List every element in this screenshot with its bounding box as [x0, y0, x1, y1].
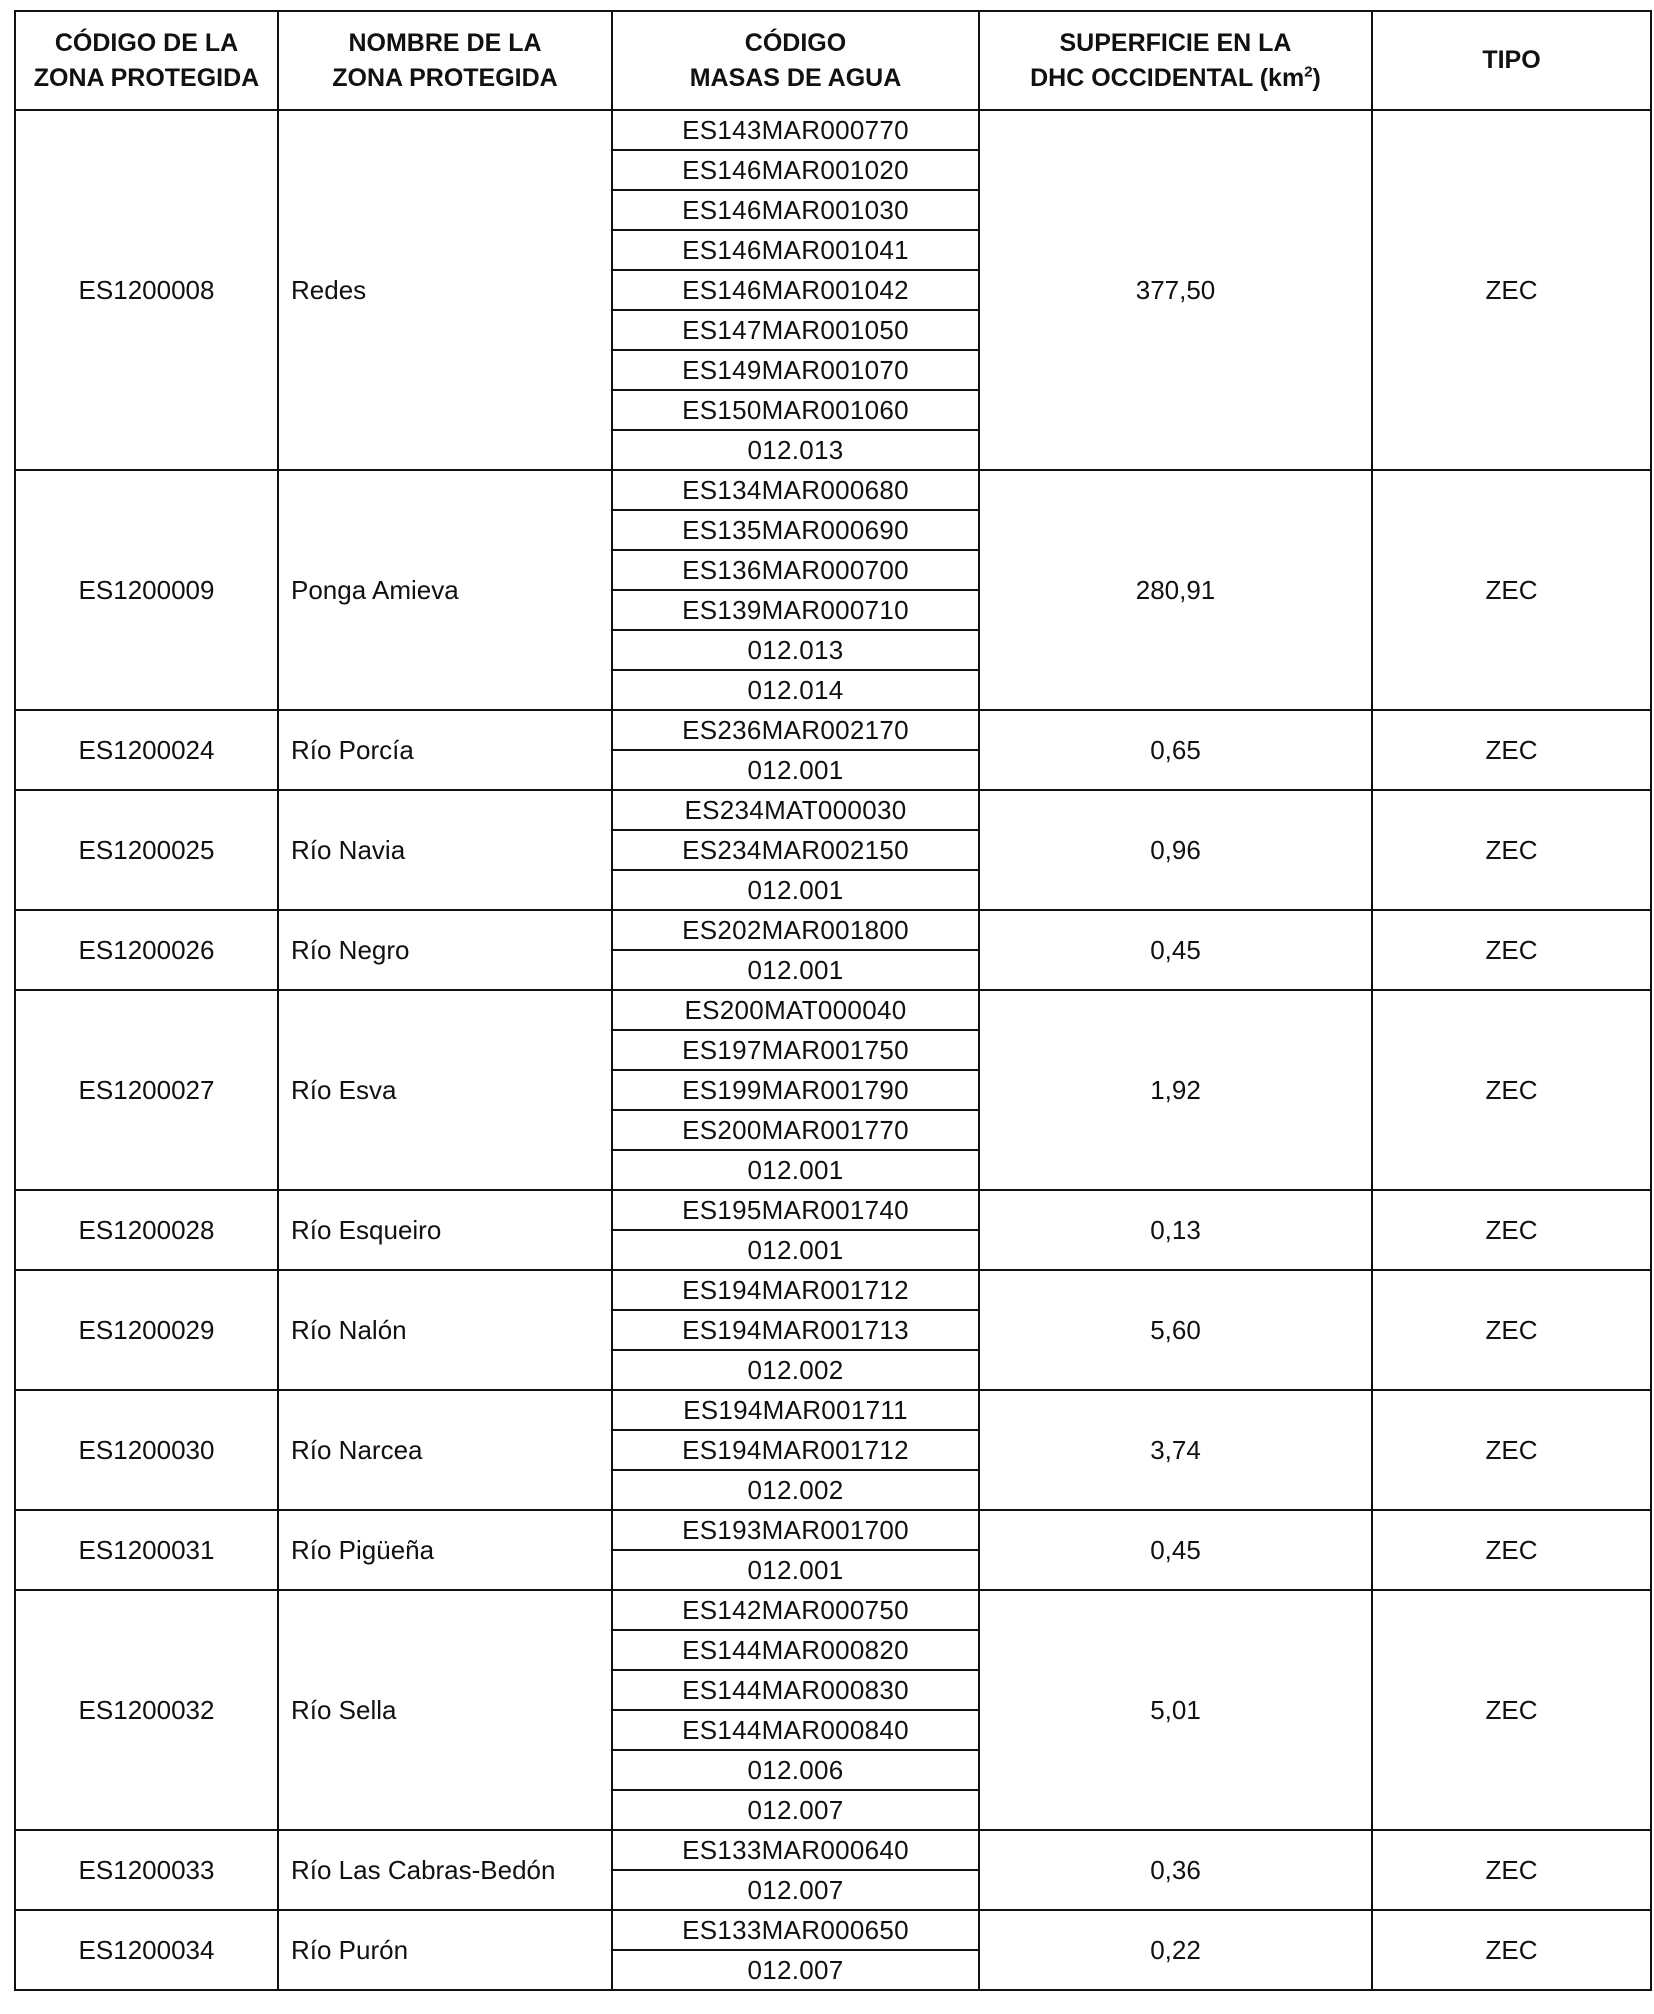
- water-body-code-cell: ES193MAR001700: [612, 1510, 979, 1550]
- water-body-code-cell: ES133MAR000650: [612, 1910, 979, 1950]
- water-body-code-cell: ES234MAT000030: [612, 790, 979, 830]
- zone-code-cell: ES1200027: [15, 990, 278, 1190]
- water-body-code-cell: 012.001: [612, 1150, 979, 1190]
- water-body-code-cell: 012.002: [612, 1350, 979, 1390]
- water-body-code-cell: ES236MAR002170: [612, 710, 979, 750]
- water-body-code-cell: ES144MAR000820: [612, 1630, 979, 1670]
- zone-type-cell: ZEC: [1372, 1270, 1651, 1390]
- table-row: [15, 910, 1651, 950]
- zone-name-cell: Río Porcía: [278, 710, 612, 790]
- water-body-code-cell: ES199MAR001790: [612, 1070, 979, 1110]
- water-body-code-cell: 012.013: [612, 630, 979, 670]
- zone-area-cell: 0,22: [979, 1910, 1372, 1990]
- header-zone-name: [278, 11, 612, 110]
- zone-name-cell: Río Negro: [278, 910, 612, 990]
- zone-name-cell: Río Pigüeña: [278, 1510, 612, 1590]
- zone-code-cell: ES1200031: [15, 1510, 278, 1590]
- zone-code-cell: ES1200032: [15, 1590, 278, 1830]
- water-body-code-cell: ES202MAR001800: [612, 910, 979, 950]
- zone-name-cell: Río Esqueiro: [278, 1190, 612, 1270]
- table-row: [15, 1390, 1651, 1430]
- zone-code-cell: ES1200029: [15, 1270, 278, 1390]
- zone-code-cell: ES1200008: [15, 110, 278, 470]
- zone-name-cell: Río Purón: [278, 1910, 612, 1990]
- water-body-code-cell: ES136MAR000700: [612, 550, 979, 590]
- header-row: [15, 11, 1651, 110]
- water-body-code-cell: 012.002: [612, 1470, 979, 1510]
- water-body-code-cell: ES146MAR001041: [612, 230, 979, 270]
- zone-area-cell: 0,13: [979, 1190, 1372, 1270]
- water-body-code-cell: ES194MAR001711: [612, 1390, 979, 1430]
- zone-type-cell: ZEC: [1372, 1390, 1651, 1510]
- header-zone-name-line2: ZONA PROTEGIDA: [332, 63, 558, 92]
- water-body-code-cell: ES194MAR001712: [612, 1430, 979, 1470]
- zone-name-cell: Río Sella: [278, 1590, 612, 1830]
- zone-type-cell: ZEC: [1372, 470, 1651, 710]
- water-body-code-cell: ES194MAR001713: [612, 1310, 979, 1350]
- table-row: [15, 110, 1651, 150]
- table-row: [15, 1910, 1651, 1950]
- zone-name-cell: Río Las Cabras-Bedón: [278, 1830, 612, 1910]
- zone-type-cell: ZEC: [1372, 1590, 1651, 1830]
- zone-code-cell: ES1200028: [15, 1190, 278, 1270]
- header-zone-code-line2: ZONA PROTEGIDA: [33, 63, 260, 92]
- water-body-code-cell: ES200MAR001770: [612, 1110, 979, 1150]
- water-body-code-cell: ES200MAT000040: [612, 990, 979, 1030]
- zone-area-cell: 3,74: [979, 1390, 1372, 1510]
- zone-code-cell: ES1200026: [15, 910, 278, 990]
- zone-code-cell: ES1200034: [15, 1910, 278, 1990]
- zone-code-cell: ES1200025: [15, 790, 278, 910]
- zone-name-cell: Redes: [278, 110, 612, 470]
- water-body-code-cell: 012.001: [612, 750, 979, 790]
- table-body: [15, 110, 1651, 1990]
- water-body-code-cell: ES143MAR000770: [612, 110, 979, 150]
- zone-code-cell: ES1200033: [15, 1830, 278, 1910]
- water-body-code-cell: ES134MAR000680: [612, 470, 979, 510]
- zone-area-cell: 5,01: [979, 1590, 1372, 1830]
- header-water-body-line2: MASAS DE AGUA: [689, 63, 902, 92]
- water-body-code-cell: ES133MAR000640: [612, 1830, 979, 1870]
- water-body-code-cell: ES146MAR001030: [612, 190, 979, 230]
- zone-name-cell: Ponga Amieva: [278, 470, 612, 710]
- water-body-code-cell: ES150MAR001060: [612, 390, 979, 430]
- water-body-code-cell: 012.001: [612, 1550, 979, 1590]
- water-body-code-cell: 012.001: [612, 870, 979, 910]
- zone-area-cell: 280,91: [979, 470, 1372, 710]
- water-body-code-cell: ES144MAR000840: [612, 1710, 979, 1750]
- table-row: [15, 710, 1651, 750]
- zone-type-cell: ZEC: [1372, 1910, 1651, 1990]
- zone-name-cell: Río Nalón: [278, 1270, 612, 1390]
- header-zone-code: [15, 11, 278, 110]
- header-zone-name-line1: NOMBRE DE LA: [348, 28, 542, 57]
- water-body-code-cell: ES195MAR001740: [612, 1190, 979, 1230]
- zone-area-cell: 0,45: [979, 1510, 1372, 1590]
- header-area-line2: [986, 61, 1365, 96]
- zone-area-cell: 0,96: [979, 790, 1372, 910]
- table-header: [15, 11, 1651, 110]
- header-type: TIPO: [1372, 11, 1651, 110]
- zone-code-cell: ES1200009: [15, 470, 278, 710]
- zone-area-cell: 0,45: [979, 910, 1372, 990]
- zone-name-cell: Río Narcea: [278, 1390, 612, 1510]
- zone-code-cell: ES1200024: [15, 710, 278, 790]
- header-area: [979, 11, 1372, 110]
- water-body-code-cell: ES146MAR001042: [612, 270, 979, 310]
- zone-type-cell: ZEC: [1372, 1190, 1651, 1270]
- water-body-code-cell: ES234MAR002150: [612, 830, 979, 870]
- header-water-body-line1: CÓDIGO: [744, 28, 847, 57]
- header-area-unit-prefix: DHC OCCIDENTAL (km: [1030, 63, 1305, 92]
- zone-type-cell: ZEC: [1372, 710, 1651, 790]
- zone-name-cell: Río Esva: [278, 990, 612, 1190]
- zone-code-cell: ES1200030: [15, 1390, 278, 1510]
- water-body-code-cell: ES142MAR000750: [612, 1590, 979, 1630]
- zone-area-cell: 1,92: [979, 990, 1372, 1190]
- water-body-code-cell: 012.014: [612, 670, 979, 710]
- water-body-code-cell: ES147MAR001050: [612, 310, 979, 350]
- header-area-line1: SUPERFICIE EN LA: [1059, 28, 1292, 57]
- header-water-body-code: [612, 11, 979, 110]
- zone-area-cell: 5,60: [979, 1270, 1372, 1390]
- header-area-unit-exponent: 2: [1304, 63, 1313, 81]
- table-row: [15, 470, 1651, 510]
- table-row: [15, 1510, 1651, 1550]
- table-row: [15, 1190, 1651, 1230]
- table-row: [15, 990, 1651, 1030]
- water-body-code-cell: ES194MAR001712: [612, 1270, 979, 1310]
- water-body-code-cell: ES139MAR000710: [612, 590, 979, 630]
- zone-type-cell: ZEC: [1372, 910, 1651, 990]
- zone-type-cell: ZEC: [1372, 1510, 1651, 1590]
- zone-type-cell: ZEC: [1372, 790, 1651, 910]
- water-body-code-cell: 012.001: [612, 1230, 979, 1270]
- zone-area-cell: 0,65: [979, 710, 1372, 790]
- zone-area-cell: 0,36: [979, 1830, 1372, 1910]
- table-row: [15, 1270, 1651, 1310]
- zone-type-cell: ZEC: [1372, 110, 1651, 470]
- water-body-code-cell: ES197MAR001750: [612, 1030, 979, 1070]
- protected-zones-table: [14, 10, 1652, 1991]
- water-body-code-cell: ES135MAR000690: [612, 510, 979, 550]
- zone-type-cell: ZEC: [1372, 990, 1651, 1190]
- water-body-code-cell: ES149MAR001070: [612, 350, 979, 390]
- table-row: [15, 1830, 1651, 1870]
- zone-name-cell: Río Navia: [278, 790, 612, 910]
- water-body-code-cell: 012.001: [612, 950, 979, 990]
- header-zone-code-line1: CÓDIGO DE LA: [54, 28, 239, 57]
- water-body-code-cell: ES144MAR000830: [612, 1670, 979, 1710]
- water-body-code-cell: 012.007: [612, 1950, 979, 1990]
- water-body-code-cell: 012.013: [612, 430, 979, 470]
- zone-area-cell: 377,50: [979, 110, 1372, 470]
- header-area-unit-suffix: ): [1312, 63, 1321, 92]
- table-row: [15, 790, 1651, 830]
- water-body-code-cell: 012.007: [612, 1790, 979, 1830]
- table-row: [15, 1590, 1651, 1630]
- water-body-code-cell: ES146MAR001020: [612, 150, 979, 190]
- water-body-code-cell: 012.006: [612, 1750, 979, 1790]
- zone-type-cell: ZEC: [1372, 1830, 1651, 1910]
- water-body-code-cell: 012.007: [612, 1870, 979, 1910]
